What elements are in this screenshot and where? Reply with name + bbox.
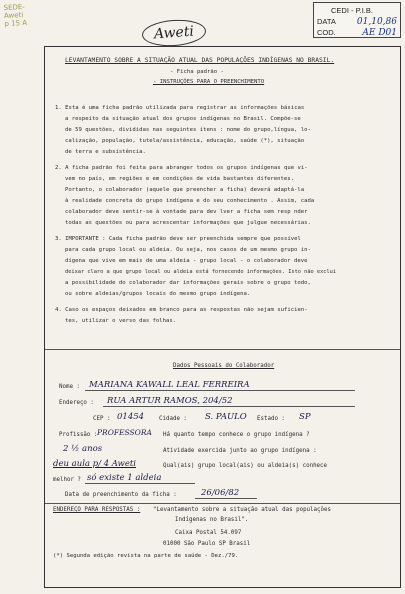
endereco-underline <box>103 406 355 407</box>
form-subtitle: - Ficha padrão - <box>170 69 224 75</box>
instructions-title: - INSTRUÇÕES PARA O PREENCHIMENTO <box>153 79 265 85</box>
melhor-underline <box>85 483 195 484</box>
instruction-line: deixar claro a que grupo local ou aldeia está fornecendo informações. Isto não exclui <box>65 269 337 275</box>
tribe-tag-text: Aweti <box>153 23 195 43</box>
stamp-cod-label: COD. <box>317 28 336 37</box>
collaborator-section-title: Dados Pessoais do Colaborador <box>173 363 275 369</box>
cep-label: CEP : <box>93 416 111 422</box>
melhor-field[interactable]: só existe 1 aldeia <box>87 473 162 483</box>
address-line-2: Indígenas no Brasil". <box>175 517 249 523</box>
stamp-cedi-label: CEDI - P.I.B. <box>331 6 373 15</box>
instruction-line: para cada grupo local ou aldeia. Ou seja, nos casos de um mesmo grupo in- <box>65 247 311 253</box>
section-divider <box>45 349 400 350</box>
nome-label: Nome : <box>59 384 80 390</box>
tempo-field[interactable]: 2 ½ anos <box>63 444 103 454</box>
cedi-stamp <box>313 2 401 38</box>
cidade-field[interactable]: S. PAULO <box>205 412 247 422</box>
endereco-field[interactable]: RUA ARTUR RAMOS, 204/52 <box>107 396 233 406</box>
profissao-label: Profissão : <box>59 432 98 438</box>
address-line-1: "Levantamento sobre a situação atual das populações <box>153 507 331 513</box>
stamp-cod-value: AE D01 <box>362 27 397 38</box>
instruction-line: tes, utilizar o verso das folhas. <box>65 318 177 324</box>
atividade-field[interactable]: deu aula p/ 4 Aweti <box>53 459 136 469</box>
stamp-data-label: DATA <box>317 17 336 26</box>
instruction-line: 3. IMPORTANTE : Cada ficha padrão deve ser preenchida sempre que possível <box>55 236 301 242</box>
cep-field[interactable]: 01454 <box>117 412 145 422</box>
estado-label: Estado : <box>257 416 285 422</box>
instruction-line: ou sobre aldeias/grupos locais do mesmo grupo indígena. <box>65 291 251 297</box>
instruction-line: 4. Caso os espaços deixados em branco para as respostas não sejam suficien- <box>55 307 308 313</box>
instruction-line: Portanto, o colaborador (aquele que preencher a ficha) deverá adaptá-la <box>65 187 305 193</box>
instruction-line: de terra e subsistência. <box>65 149 146 155</box>
address-line-4: 01000 São Paulo SP Brasil <box>163 541 251 547</box>
nome-field[interactable]: MARIANA KAWALL LEAL FERREIRA <box>89 380 250 390</box>
address-line-3: Caixa Postal 54.097 <box>175 530 242 536</box>
instruction-line: todas as questões ou para acrescentar informações que julgue necessárias. <box>65 220 311 226</box>
data-underline <box>195 498 257 499</box>
instruction-line: calização, população, tutela/assistência, educação, saúde (*), situação <box>65 138 305 144</box>
instruction-line: a respeito da situação atual dos grupos indígenas no Brasil. Compõe-se <box>65 116 301 122</box>
instruction-line: vem no país, em regiões e em condições de vida bastantes diferentes. <box>65 176 295 182</box>
instruction-line: dígena que vive em mais de uma aldeia - grupo local - o colaborador deve <box>65 258 308 264</box>
data-preenchimento-field[interactable]: 26/06/82 <box>201 488 240 498</box>
footnote: (*) Segunda edição revista na parte de saúde - Dez./79. <box>53 553 239 559</box>
data-preenchimento-label: Data de preenchimento da ficha : <box>65 492 177 498</box>
instruction-line: 2. A ficha padrão foi feita para abranger todos os grupos indígenas que vi- <box>55 165 308 171</box>
tempo-label: Há quanto tempo conhece o grupo indígena ? <box>163 432 310 438</box>
atividade-label: Atividade exercida junto ao grupo indígena : <box>163 448 317 454</box>
instruction-line: a possibilidade do colaborador dar informações gerais sobre o grupo todo, <box>65 280 311 286</box>
instruction-line: à realidade concreta do grupo indígena e do seu conhecimento . Assim, cada <box>65 198 315 204</box>
stamp-data-value: 01,10,86 <box>356 16 397 27</box>
nome-underline <box>85 390 355 391</box>
form-title: LEVANTAMENTO SOBRE A SITUAÇÃO ATUAL DAS POPULAÇÕES INDÍGENAS NO BRASIL. <box>65 57 335 64</box>
cidade-label: Cidade : <box>159 416 187 422</box>
instruction-line: 1. Esta é uma ficha padrão utilizada para registrar as informações básicas <box>55 105 305 111</box>
corner-mark-line-1: SEDE-Aweti <box>3 2 26 21</box>
estado-field[interactable]: SP <box>299 412 311 422</box>
instruction-line: colaborador deve sentir-se à vontade para dev lver a ficha sem resp nder <box>65 209 308 215</box>
endereco-label: Endereço : <box>59 400 94 406</box>
tribe-oval-tag <box>141 18 207 48</box>
corner-mark-line-2: p 15 A <box>4 18 28 29</box>
melhor-label: melhor ? <box>53 477 81 483</box>
corner-marking <box>3 2 44 29</box>
form-frame <box>44 46 401 588</box>
address-divider <box>45 503 400 504</box>
profissao-field[interactable]: PROFESSORA <box>97 428 152 437</box>
qual-label: Qual(ais) grupo local(ais) ou aldeia(s) conhece <box>163 463 328 469</box>
instruction-line: de 59 questões, divididas nas seguintes ítens : nome do grupo,língua, lo- <box>65 127 311 133</box>
address-label: ENDEREÇO PARA RESPOSTAS : <box>53 507 141 513</box>
